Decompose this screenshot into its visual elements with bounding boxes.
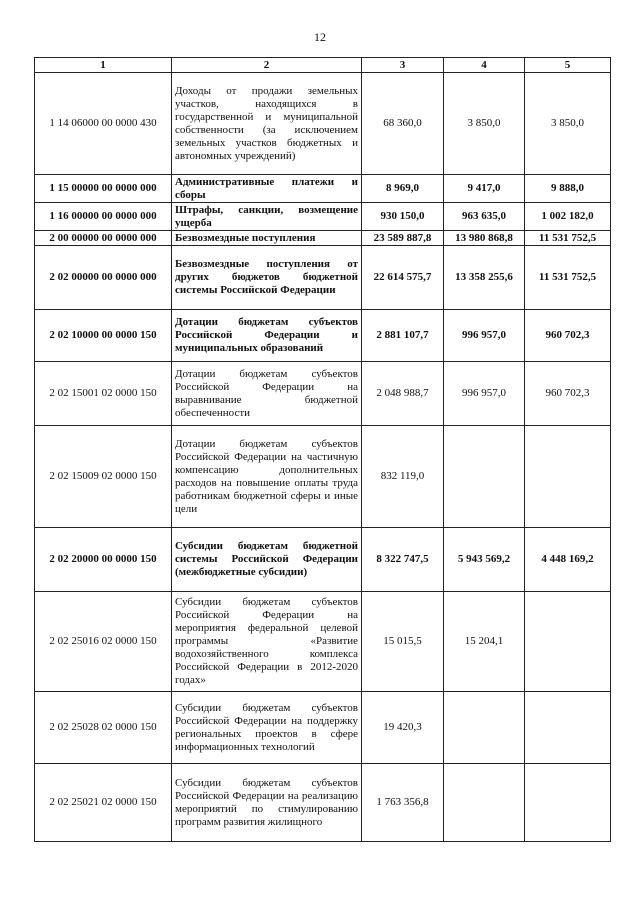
budget-code: 2 02 25016 02 0000 150 (35, 592, 172, 692)
table-row (35, 764, 611, 842)
column-header-3: 3 (362, 58, 444, 73)
value-col-4: 5 943 569,2 (444, 528, 525, 592)
value-col-5: 4 448 169,2 (525, 528, 611, 592)
column-header-1: 1 (35, 58, 172, 73)
value-col-5: 960 702,3 (525, 362, 611, 426)
value-col-3: 2 881 107,7 (362, 310, 444, 362)
column-header-4: 4 (444, 58, 525, 73)
value-col-5: 1 002 182,0 (525, 203, 611, 231)
budget-code: 2 02 20000 00 0000 150 (35, 528, 172, 592)
table-row (35, 362, 611, 426)
value-col-5: 11 531 752,5 (525, 231, 611, 246)
table-row (35, 592, 611, 692)
value-col-3: 2 048 988,7 (362, 362, 444, 426)
page-number: 12 (314, 30, 326, 44)
revenue-name: Субсидии бюджетам субъектов Российской Федерации на поддержку региональных проектов в сфере информационных технологий (172, 692, 362, 764)
value-col-3: 8 969,0 (362, 175, 444, 203)
value-col-4: 963 635,0 (444, 203, 525, 231)
table-header-row (35, 58, 611, 73)
table-row (35, 426, 611, 528)
budget-code: 2 02 15009 02 0000 150 (35, 426, 172, 528)
revenue-name: Доходы от продажи земельных участков, находящихся в государственной и муниципальной собственности (за исключением земельных участков бюджетных и автономных учреждений) (172, 73, 362, 175)
revenue-name: Дотации бюджетам субъектов Российской Федерации на частичную компенсацию дополнительных расходов на повышение оплаты труда работникам бюджетной сферы и иные цели (172, 426, 362, 528)
revenue-name: Административные платежи и сборы (172, 175, 362, 203)
value-col-5 (525, 592, 611, 692)
value-col-4 (444, 426, 525, 528)
budget-code: 2 02 00000 00 0000 000 (35, 246, 172, 310)
value-col-5 (525, 764, 611, 842)
value-col-3: 22 614 575,7 (362, 246, 444, 310)
table-row (35, 73, 611, 175)
column-header-5: 5 (525, 58, 611, 73)
revenue-name: Дотации бюджетам субъектов Российской Федерации и муниципальных образований (172, 310, 362, 362)
budget-code: 1 15 00000 00 0000 000 (35, 175, 172, 203)
value-col-3: 68 360,0 (362, 73, 444, 175)
value-col-4: 15 204,1 (444, 592, 525, 692)
budget-revenue-table (34, 57, 611, 842)
revenue-name: Штрафы, санкции, возмещение ущерба (172, 203, 362, 231)
value-col-5 (525, 426, 611, 528)
table-row (35, 528, 611, 592)
table-row (35, 246, 611, 310)
table-row (35, 175, 611, 203)
value-col-3: 1 763 356,8 (362, 764, 444, 842)
value-col-4 (444, 764, 525, 842)
budget-code: 2 02 15001 02 0000 150 (35, 362, 172, 426)
revenue-name: Субсидии бюджетам бюджетной системы Российской Федерации (межбюджетные субсидии) (172, 528, 362, 592)
value-col-5: 11 531 752,5 (525, 246, 611, 310)
budget-code: 2 02 10000 00 0000 150 (35, 310, 172, 362)
revenue-name: Безвозмездные поступления (172, 231, 362, 246)
value-col-5: 9 888,0 (525, 175, 611, 203)
budget-code: 1 14 06000 00 0000 430 (35, 73, 172, 175)
table-row (35, 692, 611, 764)
value-col-3: 8 322 747,5 (362, 528, 444, 592)
value-col-5: 960 702,3 (525, 310, 611, 362)
table-row (35, 231, 611, 246)
revenue-name: Дотации бюджетам субъектов Российской Федерации на выравнивание бюджетной обеспеченности (172, 362, 362, 426)
revenue-name: Субсидии бюджетам субъектов Российской Федерации на мероприятия федеральной целевой программы «Развитие водохозяйственного комплекса Российской Федерации в 2012-2020 годах» (172, 592, 362, 692)
table-row (35, 310, 611, 362)
value-col-4: 9 417,0 (444, 175, 525, 203)
value-col-4: 3 850,0 (444, 73, 525, 175)
value-col-4 (444, 692, 525, 764)
revenue-name: Безвозмездные поступления от других бюджетов бюджетной системы Российской Федерации (172, 246, 362, 310)
value-col-4: 996 957,0 (444, 310, 525, 362)
table-row (35, 203, 611, 231)
budget-code: 2 00 00000 00 0000 000 (35, 231, 172, 246)
revenue-name: Субсидии бюджетам субъектов Российской Федерации на реализацию мероприятий по стимулированию программ развития жилищного (172, 764, 362, 842)
value-col-5: 3 850,0 (525, 73, 611, 175)
value-col-3: 15 015,5 (362, 592, 444, 692)
budget-code: 1 16 00000 00 0000 000 (35, 203, 172, 231)
value-col-4: 13 980 868,8 (444, 231, 525, 246)
value-col-3: 23 589 887,8 (362, 231, 444, 246)
value-col-4: 13 358 255,6 (444, 246, 525, 310)
value-col-4: 996 957,0 (444, 362, 525, 426)
column-header-2: 2 (172, 58, 362, 73)
value-col-5 (525, 692, 611, 764)
value-col-3: 930 150,0 (362, 203, 444, 231)
budget-code: 2 02 25028 02 0000 150 (35, 692, 172, 764)
budget-code: 2 02 25021 02 0000 150 (35, 764, 172, 842)
value-col-3: 19 420,3 (362, 692, 444, 764)
value-col-3: 832 119,0 (362, 426, 444, 528)
